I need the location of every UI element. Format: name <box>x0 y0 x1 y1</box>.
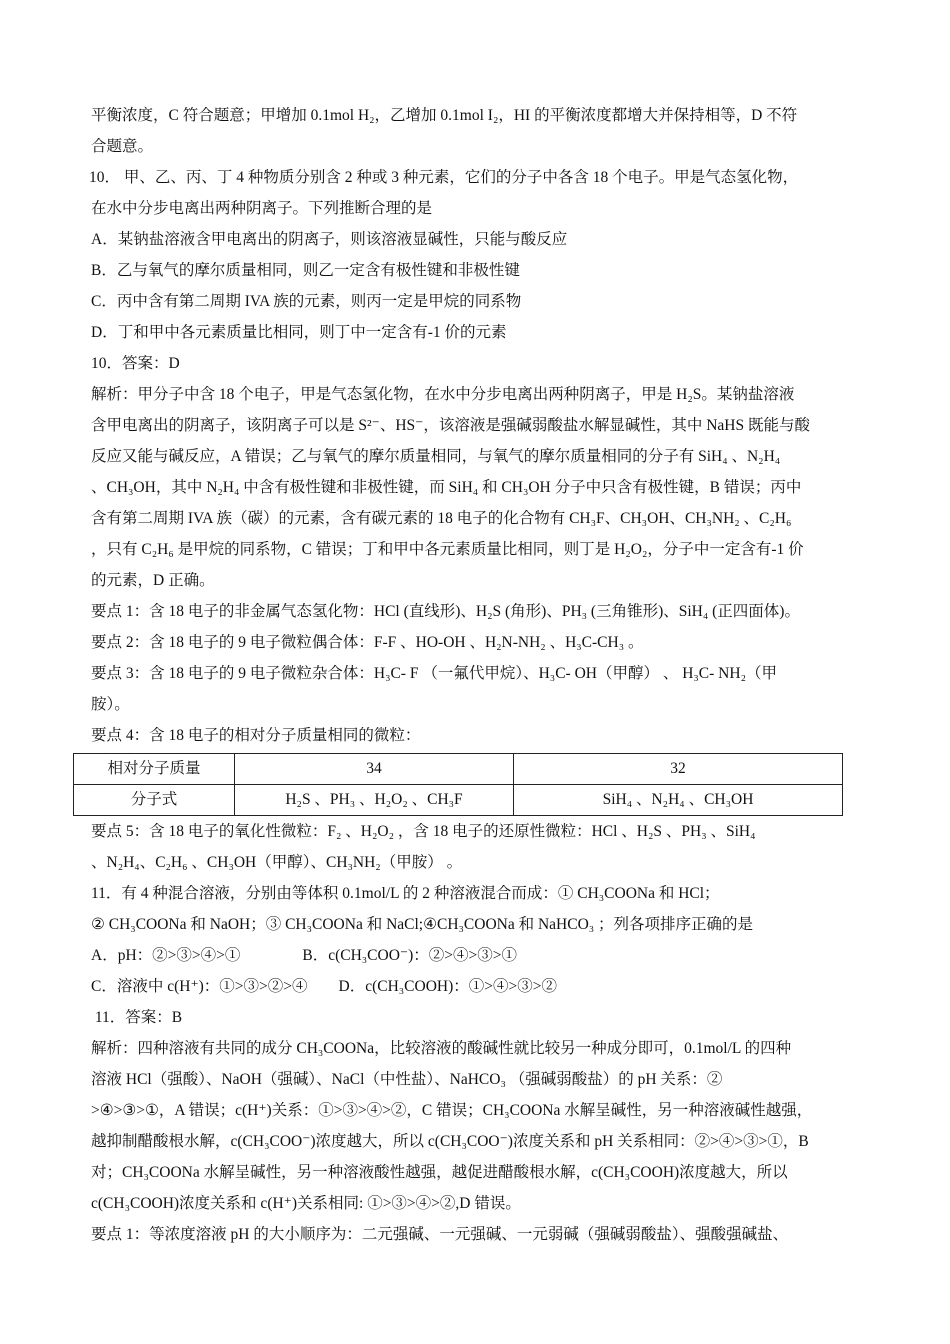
analysis-line: >④>③>①，A 错误；c(H⁺)关系：①>③>④>②，C 错误；CH₃COONa 水解呈碱性，另一种溶液碱性越强， <box>91 1102 813 1119</box>
table-cell: H₂S 、PH₃ 、H₂O₂ 、CH₃F <box>235 785 514 816</box>
answer-11: 11．答案：B <box>91 1009 183 1026</box>
analysis-line: 对；CH₃COONa 水解呈碱性，另一种溶液酸性越强，越促进醋酸根水解，c(CH₃COOH)浓度越大，所以 <box>91 1164 788 1181</box>
text-block-top <box>91 100 859 751</box>
table-cell: 分子式 <box>74 785 235 816</box>
text-line: 在水中分步电离出两种阴离子。下列推断合理的是 <box>91 200 433 217</box>
key-point-4: 要点 4：含 18 电子的相对分子质量相同的微粒： <box>91 727 421 744</box>
option-d: D．丁和甲中各元素质量比相同，则丁中一定含有-1 价的元素 <box>91 324 507 341</box>
text-line: 合题意。 <box>91 138 154 155</box>
table-cell: SiH₄ 、N₂H₄ 、CH₃OH <box>514 785 843 816</box>
analysis-line: 解析：甲分子中含 18 个电子，甲是气态氢化物，在水中分步电离出两种阴离子，甲是 H₂S。某钠盐溶液 <box>91 386 795 403</box>
table-row <box>74 785 843 816</box>
analysis-line: 含甲电离出的阴离子，该阴离子可以是 S²⁻、HS⁻，该溶液是强碱弱酸盐水解显碱性，其中 NaHS 既能与酸 <box>91 417 810 434</box>
text-block-bottom <box>91 816 859 1250</box>
analysis-line: ，只有 C₂H₆ 是甲烷的同系物，C 错误；丁和甲中各元素质量比相同，则丁是 H₂O₂，分子中一定含有-1 价 <box>91 541 804 558</box>
document-page <box>91 100 859 1250</box>
table-cell: 相对分子质量 <box>74 754 235 785</box>
question-10-stem: 10． 甲、乙、丙、丁 4 种物质分别含 2 种或 3 种元素，它们的分子中各含 18 个电子。甲是气态氢化物， <box>89 169 799 186</box>
key-point-5: 要点 5：含 18 电子的氧化性微粒：F₂ 、H₂O₂ ，含 18 电子的还原性微粒：HCl 、H₂S 、PH₃ 、SiH₄ <box>91 823 756 840</box>
option-c: C．丙中含有第二周期 IVA 族的元素，则丙一定是甲烷的同系物 <box>91 293 522 310</box>
analysis-line: 、CH₃OH，其中 N₂H₄ 中含有极性键和非极性键，而 SiH₄ 和 CH₃OH 分子中只含有极性键，B 错误；丙中 <box>91 479 802 496</box>
option-b: B．乙与氧气的摩尔质量相同，则乙一定含有极性键和非极性键 <box>91 262 520 279</box>
table-cell: 32 <box>514 754 843 785</box>
analysis-line: 溶液 HCl（强酸）、NaOH（强碱）、NaCl（中性盐）、NaHCO₃ （强碱弱酸盐）的 pH 关系：② <box>91 1071 723 1088</box>
analysis-line: c(CH₃COOH)浓度关系和 c(H⁺)关系相同: ①>③>④>②,D 错误。 <box>91 1195 521 1212</box>
text-line: 平衡浓度，C 符合题意；甲增加 0.1mol H₂，乙增加 0.1mol I₂，HI 的平衡浓度都增大并保持相等，D 不符 <box>91 107 798 124</box>
analysis-line: 反应又能与碱反应，A 错误；乙与氧气的摩尔质量相同，与氧气的摩尔质量相同的分子有 SiH₄ 、N₂H₄ <box>91 448 781 465</box>
key-point-1-b: 要点 1：等浓度溶液 pH 的大小顺序为：二元强碱、一元强碱、一元弱碱（强碱弱酸盐）、强酸强碱盐、 <box>91 1226 789 1243</box>
analysis-line: 越抑制醋酸根水解，c(CH₃COO⁻)浓度越大，所以 c(CH₃COO⁻)浓度关系和 pH 关系相同：②>④>③>①，B <box>91 1133 809 1150</box>
answer-10: 10．答案：D <box>91 355 180 372</box>
option-a: A．某钠盐溶液含甲电离出的阴离子，则该溶液显碱性，只能与酸反应 <box>91 231 568 248</box>
key-point-1: 要点 1：含 18 电子的非金属气态氢化物：HCl (直线形)、H₂S (角形)、PH₃ (三角锥形)、SiH₄ (正四面体)。 <box>91 603 800 620</box>
options-cd: C．溶液中 c(H⁺)：①>③>②>④ D．c(CH₃COOH)：①>④>③>② <box>91 978 557 995</box>
key-point-2: 要点 2：含 18 电子的 9 电子微粒偶合体：F-F 、HO-OH 、H₂N-NH₂ 、H₃C-CH₃ 。 <box>91 634 644 651</box>
analysis-line: 含有第二周期 IVA 族（碳）的元素，含有碳元素的 18 电子的化合物有 CH₃F、CH₃OH、CH₃NH₂ 、C₂H₆ <box>91 510 792 527</box>
text-line: ② CH₃COONa 和 NaOH；③ CH₃COONa 和 NaCl;④CH₃COONa 和 NaHCO₃ ；列各项排序正确的是 <box>91 916 754 933</box>
question-11-stem: 11．有 4 种混合溶液，分别由等体积 0.1mol/L 的 2 种溶液混合而成：① CH₃COONa 和 HCl； <box>91 885 720 902</box>
analysis-line: 解析：四种溶液有共同的成分 CH₃COONa，比较溶液的酸碱性就比较另一种成分即可，0.1mol/L 的四种 <box>91 1040 792 1057</box>
text-line: 、N₂H₄、C₂H₆ 、CH₃OH（甲醇）、CH₃NH₂（甲胺） 。 <box>91 854 463 871</box>
table-row <box>74 754 843 785</box>
molecular-mass-table <box>73 753 843 816</box>
text-line: 胺）。 <box>91 696 130 713</box>
options-ab: A．pH：②>③>④>① B．c(CH₃COO⁻)：②>④>③>① <box>91 947 517 964</box>
analysis-line: 的元素，D 正确。 <box>91 572 215 589</box>
table-cell: 34 <box>235 754 514 785</box>
key-point-3: 要点 3：含 18 电子的 9 电子微粒杂合体：H₃C- F （一氟代甲烷）、H₃C- OH（甲醇） 、 H₃C- NH₂（甲 <box>91 665 777 682</box>
